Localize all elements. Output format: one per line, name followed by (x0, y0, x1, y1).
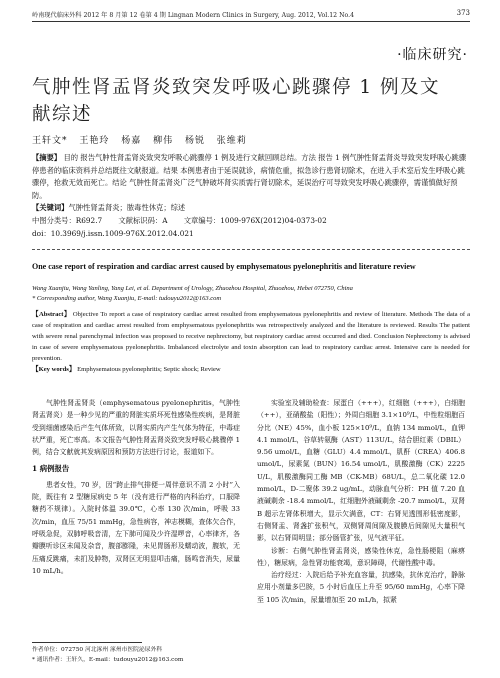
left-column (32, 397, 240, 577)
abstract-body: 目的 报告气肿性肾盂肾炎致突发呼吸心跳骤停 1 例及进行文献回顾总结。方法 报告 1 例气肿性肾盂肾炎导致突发呼吸心跳骤停患者的临床资料并总结既往文献报道。结果 本例患者由于延误就诊，病情危重，拟急诊行患肾切除术，在进入手术室后发生呼吸心跳骤停，抢救无效而死亡。结论 气肿性肾盂肾炎广泛气肿破坏肾实质需行肾切除术，延误治疗可导致突发呼吸心跳骤停，需谨慎做好预防。 (32, 153, 467, 200)
divider (32, 249, 470, 250)
footnote-corresponding: * 通讯作者：王轩久，E-mail：tudouyu2012@163.com (32, 657, 184, 663)
corresponding-author: * Corresponding author, Wang Xuanjiu, E-mail: tudouyu2012@163.com (32, 294, 222, 302)
footnote-affiliation: 作者单位：072750 河北涿州 涿州市医院泌尿外科 (32, 647, 163, 653)
english-affiliation (32, 284, 470, 303)
article-number: 文章编号：1009-976X(2012)04-0373-02 (183, 215, 327, 225)
case-paragraph: 患者女性，70 岁，因“跨止排气排便一周伴意识不清 2 小时”入院，既往有 2 型糖尿病史 5 年（没有进行严格的内科治疗，口服降糖药不规律）。入院时体温 39.0℃，心率 130 次/min，呼吸 33 次/min，血压 75/51 mmHg，急性病容，神志模糊，查体欠合作，呼吸急促，双肺呼吸音清，左下肺可闻及少许湿啰音，心率律齐，各瓣膜听诊区未闻及杂音，腹部膨隆，未见胃肠形及蠕动波，腹软，无压痛反跳痛，未扪及肿物，双肾区无明显叩击痛，肠鸣音消失，尿量 10 mL/h。 (32, 480, 240, 575)
right-column (257, 397, 465, 606)
footnote-rule (32, 642, 142, 643)
author-list: 王轩文* 王艳玲 杨嘉 柳伟 杨锐 张维莉 (32, 136, 247, 146)
doc-code: 文献标识码：A (118, 215, 168, 225)
header-text: 岭南现代临床外科 2012 年 8 月第 12 卷第 4 期 Lingnan Modern Clinics in Surgery, Aug. 2012, Vol.12 No.4 (32, 12, 355, 19)
english-title: One case report of respiration and cardiac arrest caused by emphysematous pyelonephritis and literature review (32, 262, 416, 271)
en-keywords-label: 【Key words】 (32, 365, 76, 373)
treatment-paragraph: 治疗经过：入院后给予补充血容量，抗感染，抗休克治疗，静脉应用小剂量多巴胺，5 小时后血压上升至 95/60 mmHg，心率下降至 105 次/min，尿量增加至 20 mL/h，拟紧 (257, 571, 465, 604)
abstract-label: 【摘要】 (32, 153, 62, 162)
english-authors: Wang Xuanjiu, Wang Yanling, Yang Lei, et al. Department of Urology, Zhuozhou Hospital, Zhuozhou, Hebei 072750, China (32, 285, 353, 292)
case-heading: 1 病例报告 (32, 464, 70, 474)
keywords-label: 【关键词】 (32, 203, 69, 213)
running-header (32, 10, 470, 19)
en-keywords: Emphysematous pyelonephritis; Septic shock; Review (75, 365, 221, 373)
header-rule (32, 21, 470, 22)
section-label: ·临床研究· (397, 47, 468, 63)
doi: doi：10.3969/j.issn.1009-976X.2012.04.021 (32, 228, 194, 238)
en-abstract-label: 【Abstract】 (32, 311, 71, 318)
chinese-abstract (32, 152, 470, 240)
lab-paragraph: 实验室及辅助检查：尿蛋白（+++），红细胞（+++），白细胞（++），亚硝酸盐（阳性）；外周白细胞 3.1×10⁹/L，中性粒细胞百分比（NE）45%，血小板 125×10⁹/L，血钠 134 mmol/L，血钾 4.1 mmol/L，谷草转氨酶（AST）113U/L，结合胆红素（DBIL）9.56 umol/L，血糖（GLU）4.4 mmol/L，肌酐（CREA）406.8 umol/L，尿素氮（BUN）16.54 umol/L，肌酸激酶（CK）2225 U/L，肌酸激酶同工酶 MB（CK-MB）68U/L，总二氧化碳 12.0 mmol/L，D-二聚体 39.2 ug/mL，动脉血气分析：PH 值 7.20 血液碱剩余 -18.4 mmol/L，红细胞外液碱剩余 -20.7 mmol/L，双肾 B 超示左肾体积增大，显示欠满意，CT：右肾见透围形低密度影，右侧肾盂、肾盏扩张积气，双侧肾周间隙及腹膜后间隙见大量积气影，以右肾周明显；部分肠管扩张，见气液平征。 (257, 399, 465, 543)
en-abstract-body: Objective To report a case of respiratory cardiac arrest resulted from emphysematous pyelonephritis and review of literature. Methods The data of a case of respiration and cardiac arrest resulted from emphysematous pyelonephritis was retrospectively analyzed and the literature is reviewed. Results The patient with severe renal parenchymal infection was proposed to receive nephrectomy, but respiratory cardiac arrest occurred and died. Conclusion Nephrectomy is advised in case of severe emphysematous pyelonephritis. Imbalanced electrolyte and toxin absorption can lead to respiratory cardiac arrest. Intensive care is needed for prevention. (32, 311, 470, 362)
page-number: 373 (456, 9, 470, 17)
article-title: 气肿性肾盂肾炎致突发呼吸心跳骤停 1 例及文献综述 (32, 77, 441, 125)
english-abstract (32, 310, 470, 375)
intro-paragraph: 气肿性肾盂肾炎（emphysematous pyelonephritis，气肿性肾盂肾炎）是一种少见的严重的肾脏实质坏死性感染性疾病，是肾脏受到细菌感染后产生气体所致，以肾实质内产生气体为特征，中毒症状严重，死亡率高。本文报告气肿性肾盂肾炎致突发呼吸心跳骤停 1 例，结合文献就其发病原因和预防方法进行讨论，报道如下。 (32, 399, 240, 457)
footnote (32, 645, 183, 665)
clc-number: 中图分类号：R692.7 (32, 215, 103, 225)
keywords-text: 气肿性肾盂肾炎；脓毒性休克；综述 (68, 203, 186, 213)
diagnosis-paragraph: 诊断：右侧气肿性肾盂肾炎，感染性休克，急性肠梗阻（麻痹性），糖尿病，急性肾功能衰竭，意识障碍，代谢性酸中毒。 (257, 546, 465, 567)
